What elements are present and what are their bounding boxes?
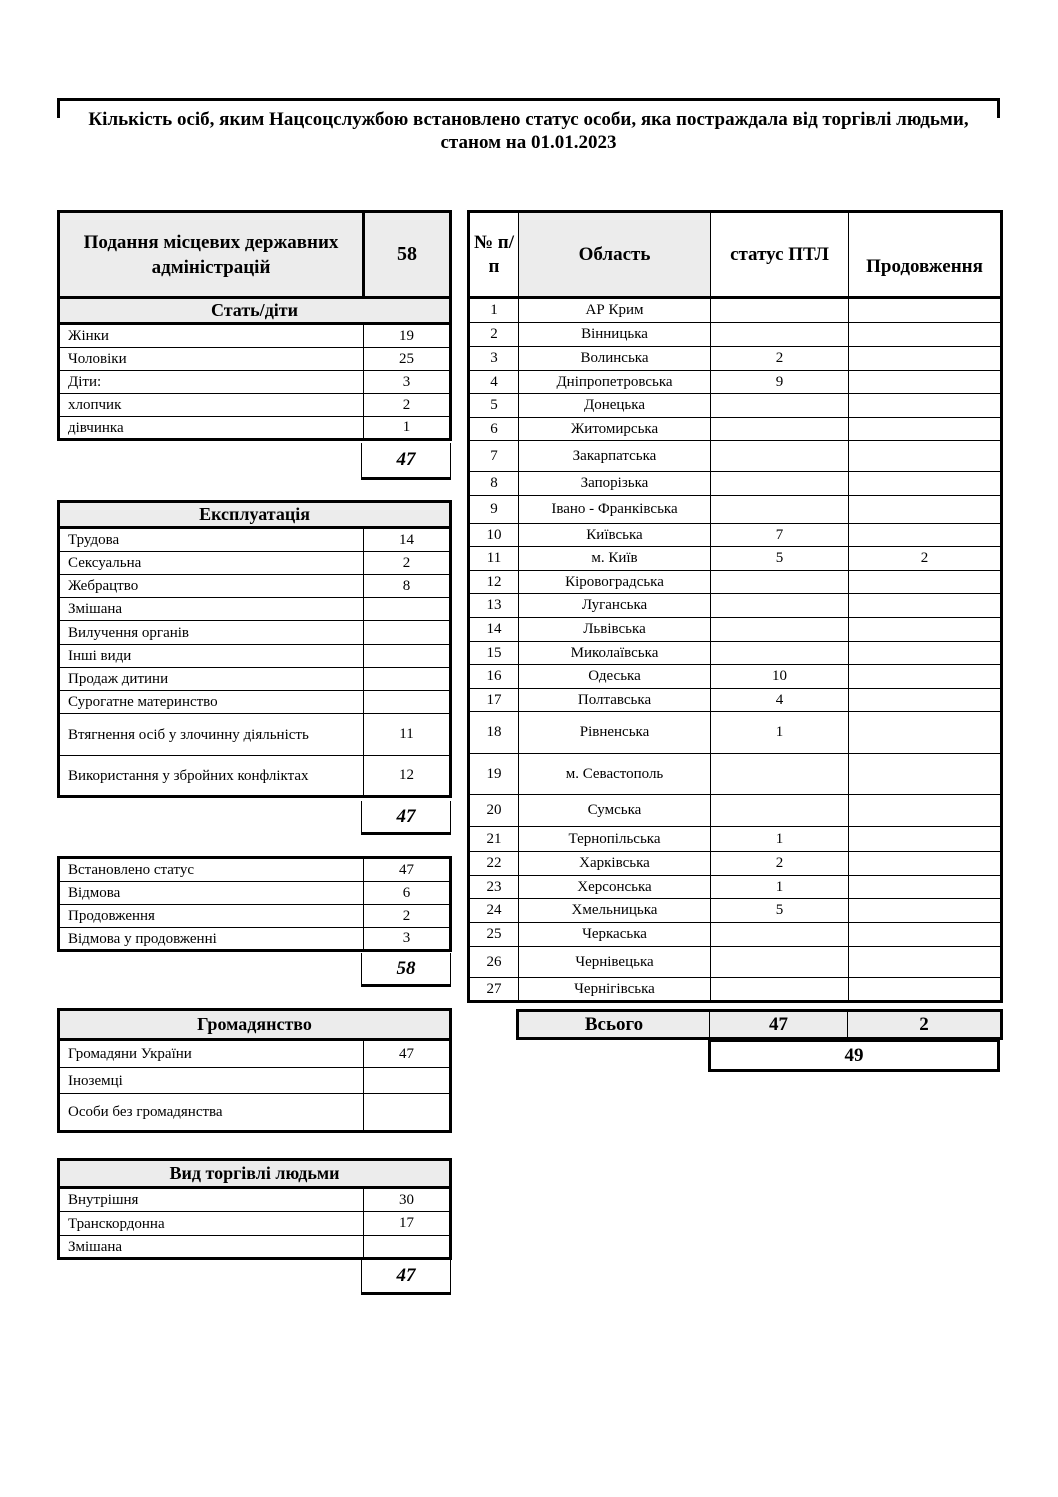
region-num: 17 [469,689,519,712]
exploitation-row [59,528,451,552]
region-row [469,754,1002,795]
region-num: 6 [469,418,519,441]
exploitation-label: Сурогатне материнство [59,691,364,714]
region-row [469,689,1002,712]
region-extension [849,618,1002,642]
exploitation-row [59,621,451,645]
region-status [711,298,849,323]
region-status: 4 [711,689,849,712]
citizenship-label: Громадяни України [59,1040,364,1068]
status-label: Встановлено статус [59,858,364,882]
exploitation-value: 11 [364,714,451,756]
region-name: Хмельницька [519,899,711,923]
region-extension [849,571,1002,594]
region-status: 9 [711,371,849,394]
region-num: 12 [469,571,519,594]
gender-table [57,210,452,441]
total-extension: 2 [848,1011,1002,1039]
region-extension [849,347,1002,371]
region-row [469,923,1002,947]
region-num: 8 [469,472,519,496]
region-num: 23 [469,876,519,899]
region-row [469,876,1002,899]
region-row [469,547,1002,571]
region-row [469,899,1002,923]
gender-label: Жінки [59,324,364,348]
region-extension [849,298,1002,323]
submission-label: Подання місцевих державних адміністрацій [59,212,364,298]
gender-row [59,324,451,348]
page-title: Кількість осіб, яким Нацсоцслужбою встановлено статус особи, яка постраждала від торгівлі людьми, станом на 01.01.2023 [88,109,969,153]
region-num: 9 [469,496,519,524]
exploitation-value: 8 [364,575,451,598]
total-label: Всього [518,1011,710,1039]
grand-total-value: 49 [844,1045,864,1066]
region-num: 16 [469,665,519,689]
region-status [711,496,849,524]
status-value: 47 [364,858,451,882]
region-name: м. Севастополь [519,754,711,795]
region-num: 27 [469,978,519,1002]
region-name: Сумська [519,795,711,827]
exploitation-label: Інші види [59,645,364,668]
gender-label: Діти: [59,371,364,394]
region-extension [849,689,1002,712]
region-extension [849,441,1002,472]
region-name: Київська [519,524,711,547]
region-row [469,394,1002,418]
region-row [469,795,1002,827]
region-row [469,665,1002,689]
exploitation-value [364,668,451,691]
region-status: 7 [711,524,849,547]
citizenship-row [59,1040,451,1068]
region-extension [849,665,1002,689]
exploitation-header: Експлуатація [59,502,451,528]
status-total: 58 [361,953,451,987]
region-num: 19 [469,754,519,795]
exploitation-row [59,668,451,691]
citizenship-value [364,1094,451,1132]
gender-header: Стать/діти [59,298,451,324]
status-label: Відмова [59,882,364,905]
header-region: Область [519,212,711,298]
exploitation-label: Вилучення органів [59,621,364,645]
region-num: 1 [469,298,519,323]
region-name: Херсонська [519,876,711,899]
region-num: 13 [469,594,519,618]
exploitation-label: Трудова [59,528,364,552]
trafficking-header: Вид торгівлі людьми [59,1160,451,1188]
total-status: 47 [710,1011,848,1039]
exploitation-row [59,575,451,598]
region-status: 5 [711,899,849,923]
region-name: Івано - Франківська [519,496,711,524]
region-extension [849,852,1002,876]
region-row [469,852,1002,876]
citizenship-label: Особи без громадянства [59,1094,364,1132]
region-extension [849,899,1002,923]
region-extension [849,371,1002,394]
exploitation-row [59,714,451,756]
exploitation-value: 12 [364,756,451,797]
gender-total: 47 [361,443,451,480]
region-status [711,394,849,418]
citizenship-table [57,1008,452,1133]
region-name: АР Крим [519,298,711,323]
region-num: 4 [469,371,519,394]
exploitation-row [59,691,451,714]
region-status [711,947,849,978]
submission-value: 58 [364,212,451,298]
region-name: Луганська [519,594,711,618]
status-label: Продовження [59,905,364,928]
grand-total [708,1039,1000,1072]
region-name: Чернігівська [519,978,711,1002]
region-name: Волинська [519,347,711,371]
status-label: Відмова у продовженні [59,928,364,951]
header-num: № п/п [469,212,519,298]
region-extension [849,524,1002,547]
region-name: Чернівецька [519,947,711,978]
regions-total-table [516,1009,1003,1040]
region-row [469,712,1002,754]
trafficking-label: Внутрішня [59,1188,364,1212]
status-row [59,858,451,882]
gender-value: 1 [364,417,451,440]
region-extension: 2 [849,547,1002,571]
gender-value: 2 [364,394,451,417]
region-status: 10 [711,665,849,689]
region-num: 20 [469,795,519,827]
region-status [711,323,849,347]
gender-value: 3 [364,371,451,394]
region-name: Запорізька [519,472,711,496]
region-status [711,418,849,441]
status-value: 2 [364,905,451,928]
region-row [469,571,1002,594]
region-name: Черкаська [519,923,711,947]
region-name: Дніпропетровська [519,371,711,394]
region-row [469,347,1002,371]
region-row [469,978,1002,1002]
gender-row [59,371,451,394]
region-status [711,923,849,947]
regions-table [467,210,1003,1003]
trafficking-value: 30 [364,1188,451,1212]
region-name: Кіровоградська [519,571,711,594]
trafficking-table [57,1158,452,1260]
trafficking-label: Транскордонна [59,1212,364,1236]
region-status [711,618,849,642]
region-num: 21 [469,827,519,852]
region-row [469,323,1002,347]
region-num: 5 [469,394,519,418]
region-num: 2 [469,323,519,347]
exploitation-row [59,645,451,668]
region-status: 5 [711,547,849,571]
region-status [711,441,849,472]
trafficking-value [364,1236,451,1259]
exploitation-label: Використання у збройних конфліктах [59,756,364,797]
exploitation-value: 14 [364,528,451,552]
region-name: Полтавська [519,689,711,712]
region-extension [849,827,1002,852]
region-row [469,642,1002,665]
region-status: 1 [711,712,849,754]
region-status [711,472,849,496]
region-status [711,978,849,1002]
gender-value: 25 [364,348,451,371]
status-table [57,856,452,952]
trafficking-value: 17 [364,1212,451,1236]
region-row [469,472,1002,496]
region-extension [849,978,1002,1002]
region-status: 1 [711,827,849,852]
citizenship-label: Іноземці [59,1068,364,1094]
region-name: Тернопільська [519,827,711,852]
region-num: 25 [469,923,519,947]
exploitation-label: Сексуальна [59,552,364,575]
trafficking-row [59,1188,451,1212]
region-extension [849,642,1002,665]
region-name: м. Київ [519,547,711,571]
exploitation-label: Жебрацтво [59,575,364,598]
region-row [469,594,1002,618]
exploitation-value [364,645,451,668]
region-row [469,496,1002,524]
region-row [469,441,1002,472]
status-row [59,882,451,905]
region-extension [849,947,1002,978]
citizenship-header: Громадянство [59,1010,451,1040]
region-status: 2 [711,347,849,371]
exploitation-value [364,691,451,714]
trafficking-total: 47 [361,1259,451,1295]
region-extension [849,394,1002,418]
region-extension [849,876,1002,899]
gender-row [59,394,451,417]
gender-label: хлопчик [59,394,364,417]
region-extension [849,712,1002,754]
region-extension [849,418,1002,441]
region-num: 10 [469,524,519,547]
region-row [469,371,1002,394]
trafficking-row [59,1212,451,1236]
exploitation-label: Змішана [59,598,364,621]
exploitation-row [59,552,451,575]
citizenship-row [59,1094,451,1132]
status-value: 3 [364,928,451,951]
region-row [469,947,1002,978]
region-num: 18 [469,712,519,754]
region-num: 15 [469,642,519,665]
region-row [469,618,1002,642]
gender-label: Чоловіки [59,348,364,371]
exploitation-row [59,598,451,621]
region-extension [849,795,1002,827]
region-num: 14 [469,618,519,642]
region-row [469,524,1002,547]
region-extension [849,754,1002,795]
region-row [469,298,1002,323]
region-name: Донецька [519,394,711,418]
region-num: 11 [469,547,519,571]
region-status [711,642,849,665]
region-status [711,754,849,795]
region-row [469,827,1002,852]
region-num: 22 [469,852,519,876]
gender-row [59,348,451,371]
citizenship-value: 47 [364,1040,451,1068]
header-extension: Продовження [849,212,1002,298]
citizenship-row [59,1068,451,1094]
exploitation-row [59,756,451,797]
header-status: статус ПТЛ [711,212,849,298]
exploitation-label: Продаж дитини [59,668,364,691]
exploitation-value: 2 [364,552,451,575]
region-num: 26 [469,947,519,978]
region-name: Закарпатська [519,441,711,472]
region-extension [849,496,1002,524]
citizenship-value [364,1068,451,1094]
gender-label: дівчинка [59,417,364,440]
region-status [711,571,849,594]
exploitation-table [57,500,452,798]
region-status: 2 [711,852,849,876]
region-name: Вінницька [519,323,711,347]
region-status [711,594,849,618]
trafficking-label: Змішана [59,1236,364,1259]
region-extension [849,323,1002,347]
region-name: Житомирська [519,418,711,441]
region-extension [849,472,1002,496]
status-row [59,928,451,951]
region-extension [849,923,1002,947]
trafficking-row [59,1236,451,1259]
region-name: Харківська [519,852,711,876]
region-name: Одеська [519,665,711,689]
region-status [711,795,849,827]
status-value: 6 [364,882,451,905]
region-row [469,418,1002,441]
exploitation-label: Втягнення осіб у злочинну діяльність [59,714,364,756]
exploitation-value [364,598,451,621]
gender-row [59,417,451,440]
region-name: Львівська [519,618,711,642]
exploitation-value [364,621,451,645]
region-num: 3 [469,347,519,371]
region-status: 1 [711,876,849,899]
gender-value: 19 [364,324,451,348]
region-num: 24 [469,899,519,923]
status-row [59,905,451,928]
region-name: Рівненська [519,712,711,754]
region-name: Миколаївська [519,642,711,665]
exploitation-total: 47 [361,801,451,835]
region-extension [849,594,1002,618]
region-num: 7 [469,441,519,472]
